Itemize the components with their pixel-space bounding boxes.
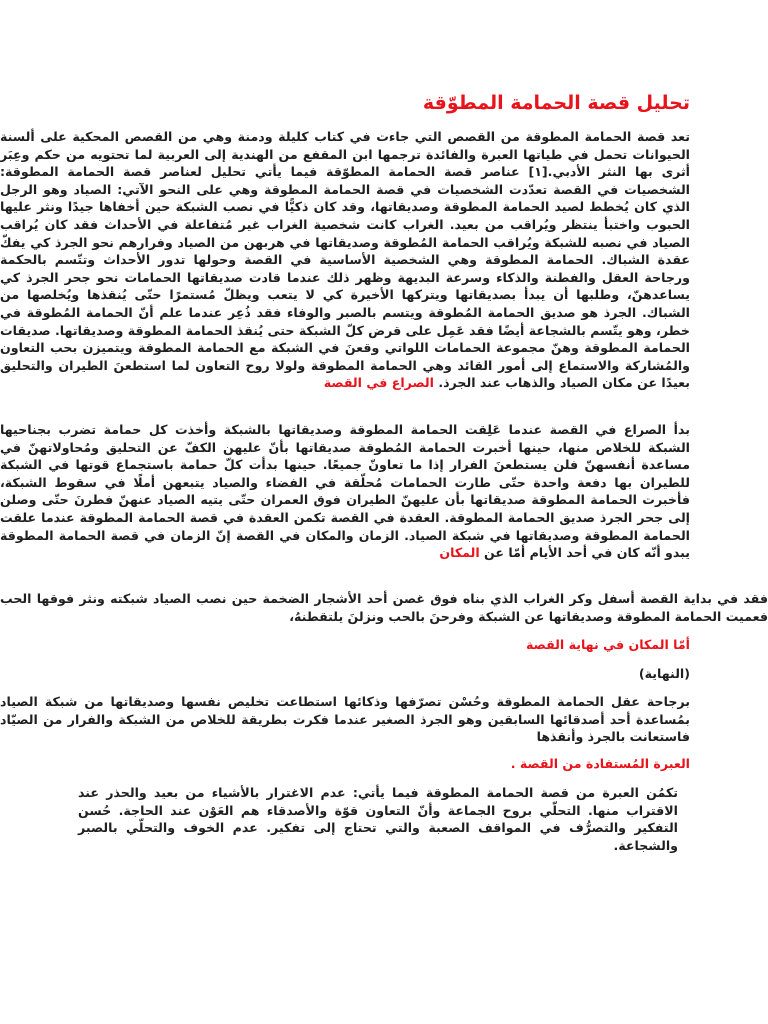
intro-paragraph (0, 128, 690, 392)
lesson-heading: العبرة المُستفادة من القصة . (510, 756, 690, 771)
article-title: تحليل قصة الحمامة المطوّقة (422, 92, 690, 114)
place-paragraph: فقد في بداية القصة أسفل وكر الغراب الذي بناه فوق غصن أحد الأشجار الضخمة حين نصب الصياد شبكته ونثر فوقها الحب فعميت الحمامة المطوقة وصديقاتها عن الشبكة وفرحنَ بالحب ونزلنَ يلتقطنهُ، (0, 591, 768, 624)
conflict-paragraph (0, 421, 690, 562)
intro-text: تعد قصة الحمامة المطوقة من القصص التي جاءت في كتاب كليلة ودمنة وهي من القصص المحكية على ألسنة الحيوانات تحمل في طياتها العبرة والفائدة ترجمها ابن المقفع من الهندية إلى العربية لما تحتويه من حكم وعِبَر أثرى بها النثر الأدبي.[١] عناصر قصة الحمامة المطوّقة فيما يأتي تحليل لعناصر قصة الحمامة المطوقة: الشخصيات في القصة تعدّدت الشخصيات في قصة الحمامة المطوقة وهي على النحو الآتي: الصياد وهو الرجل الذي كان يُخطط لصيد الحمامة المطوقة وصديقاتها، وقد كان ذكيًّا في نصب الشبكة حين أخفاها جيدًا ونثر عليها الحبوب واختبأ ينتظر ويُراقب من بعيد. الغراب كانت شخصية الغراب غير مُتفاعلة في الأحداث فقد كان يُراقب الصياد في نصبه للشبكة ويُراقب الحمامة المُطوقة وصديقاتها في هربهن من الصياد وفرارهم نحو الجرذ كي يفكّ عقدة الشباك. الحمامة المطوقة وهي الشخصية الأساسية في القصة وحولها تدور الأحداث وتتّسم بالحكمة ورجاحة العقل والفطنة والذكاء وسرعة البديهة وظهر ذلك عندما قادت صديقاتها الحمامات نحو جحر الجرذ كي يساعدهنّ، وطلبها أن يبدأ بصديقاتها ويتركها الأخيرة كي لا يتعب ويظلّ مُستمرًا حتّى يُنقذها ويُخلصها من الشباك. الجرذ هو صديق الحمامة المُطوقة ويتسم بالصبر والوفاء فقد ذُعِر عندما علم أنّ الحمامة المُطوقة في خطر، وهو يتّسم بالشجاعة أيضًا فقد عَمِل على قرض كلّ الشبكة حتى يُنقذ الحمامة المطوقة وصديقاتها. صديقات الحمامة المطوقة وهنّ مجموعة الحمامات اللواتي وقعنَ في الشبكة مع الحمامة المطوقة ويتميزن بحب التعاون والمُشاركة والاستماع إلى أمور القائد وهي الحمامة المطوقة ولولا روح التعاون لما استطعنَ الطيران والتحليق بعيدًا عن مكان الصياد والذهاب عند الجرذ. (0, 129, 690, 391)
place-heading: المكان (439, 545, 480, 561)
ending-paragraph: برجاحة عقل الحمامة المطوقة وحُسْن تصرّفها وذكائها استطاعت تخليص نفسها وصديقاتها من شبكة الصياد بمُساعدة أحد أصدقائها السابقين وهو الجرذ الصغير عندما فكرت بطريقة للخلاص من الشبكة والفرار من الصيّاد فاستعانت بالجرذ وأنقذها (0, 694, 690, 745)
place-end-heading: أمّا المكان في نهاية القصة (526, 637, 690, 652)
ending-heading: (النهاية) (638, 666, 690, 681)
conflict-text: بدأ الصراع في القصة عندما عَلِقت الحمامة المطوقة وصديقاتها بالشبكة وأخذت كل حمامة تضرب بجناحيها الشبكة للخلاص منها، حينها أخبرت الحمامة المُطوقة صديقاتها بأنّ عليهن الكفّ عن التحليق ومُحاولاتهنّ في مساعدة أنفسهنّ فلن يستطعنَ الفرار إذا ما تعاونّ جميعًا. حينها بدأت كلّ حمامة باستجماع قوتها في الشبكة للطيران بها دفعة واحدة حتّى طارت الحمامات مُحلّقة في الفضاء والصياد يتبعهن أملًا في سقوط الشبكة، فأخبرت الحمامة المطوقة صديقاتها بأن عليهنّ الطيران فوق العمران حتّى يتيه الصياد عنهنّ فطرنَ حتّى وصلن إلى جحر الجرذ صديق الحمامة المطوقة. العقدة في القصة تكمن العقدة في قصة الحمامة المطوقة عندما علقت الحمامة المطوقة وصديقاتها في شبكة الصياد. الزمان والمكان في القصة إنّ الزمان في قصة الحمامة المطوقة يبدو أنّه كان في أحد الأيام أمّا عن (0, 422, 690, 561)
conflict-heading: الصراع في القصة (323, 375, 434, 391)
lesson-paragraph: تكمُن العبرة من قصة الحمامة المطوقة فيما يأتي: عدم الاغترار بالأشياء من بعيد والحذر عند الاقتراب منها. التحلّي بروح الجماعة وأنّ التعاون قوّة والأصدقاء هم العَوْن عند الحاجة. حُسن التفكير والتصرُّف في المواقف الصعبة والتي تحتاج إلى تفكير. عدم الخوف والتحلّي بالصبر والشجاعة. (78, 785, 678, 853)
